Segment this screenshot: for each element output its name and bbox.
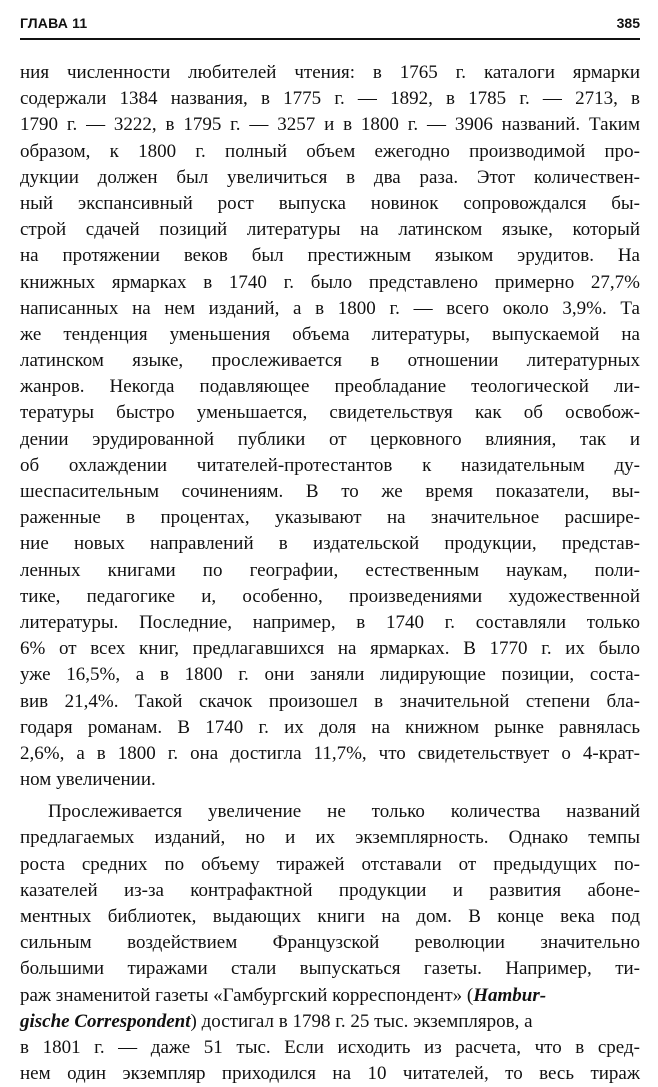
text-line: тике, педагогике и, особенно, произведениями художественной xyxy=(20,585,640,607)
text-line: роста средних по объему тиражей отставали от предыдущих по- xyxy=(20,853,640,875)
text-line: ния численности любителей чтения: в 1765 г. каталоги ярмарки xyxy=(20,62,640,83)
text-line: в 1801 г. — даже 51 тыс. Если исходить из расчета, что в сред- xyxy=(20,1036,640,1058)
text-line: латинском языке, прослеживается в отношении литературных xyxy=(20,350,640,372)
text-segment: ) достигал в 1798 г. 25 тыс. экземпляров, а xyxy=(190,1010,533,1032)
text-line: 2,6%, а в 1800 г. она достигла 11,7%, что свидетельствует о 4-крат- xyxy=(20,742,640,764)
text-line: 1790 г. — 3222, в 1795 г. — 3257 и в 1800 г. — 3906 названий. Таким xyxy=(20,114,640,136)
text-line: на протяжении веков был престижным языком эрудитов. На xyxy=(20,245,640,267)
text-line: написанных на нем изданий, а в 1800 г. — всего около 3,9%. Та xyxy=(20,297,640,319)
italic-title: gische Correspondent xyxy=(20,1010,191,1032)
paragraph-2 xyxy=(20,799,640,1087)
text-line: образом, к 1800 г. полный объем ежегодно производимой про- xyxy=(20,140,640,162)
text-line xyxy=(20,983,640,1009)
text-line xyxy=(20,1009,640,1035)
body-text xyxy=(20,60,640,1087)
text-line: книжных ярмарках в 1740 г. было представлено примерно 27,7% xyxy=(20,271,640,293)
text-line: уже 16,5%, а в 1800 г. они заняли лидирующие позиции, соста- xyxy=(20,664,640,686)
text-line: казателей из-за контрафактной продукции и развития абоне- xyxy=(20,879,640,901)
text-line: вив 21,4%. Такой скачок произошел в значительной степени бла- xyxy=(20,690,640,712)
text-line: дении эрудированной публики от церковного влияния, так и xyxy=(20,428,640,450)
text-line: ленных книгами по географии, естественным наукам, поли- xyxy=(20,559,640,581)
italic-title: Hambur- xyxy=(473,984,547,1006)
text-line: тературы быстро уменьшается, свидетельствуя как об освобож- xyxy=(20,402,640,424)
page-number: 385 xyxy=(616,15,640,31)
text-line-content: Прослеживается увеличение не только количества названий xyxy=(48,801,640,823)
page-header xyxy=(20,8,640,40)
text-line: же тенденция уменьшения объема литературы, выпускаемой на xyxy=(20,323,640,345)
text-line: ном увеличении. xyxy=(20,769,156,791)
text-line: предлагаемых изданий, но и их экземплярность. Однако темпы xyxy=(20,827,640,849)
text-line: ментных библиотек, выдающих книги на дом. В конце века под xyxy=(20,906,640,927)
text-line: большими тиражами стали выпускаться газеты. Например, ти- xyxy=(20,958,640,980)
text-line: об охлаждении читателей-протестантов к назидательным ду- xyxy=(20,454,640,476)
text-line: годаря романам. В 1740 г. их доля на книжном рынке равнялась xyxy=(20,716,640,738)
text-line: ный экспансивный рост выпуска новинок сопровождался бы- xyxy=(20,192,640,214)
chapter-title: ГЛАВА 11 xyxy=(20,15,88,31)
text-line: строй сдачей позиций литературы на латинском языке, который xyxy=(20,219,640,241)
text-line: ние новых направлений в издательской продукции, представ- xyxy=(20,533,640,555)
text-segment: раж знаменитой газеты «Гамбургский корреспондент» ( xyxy=(20,984,474,1006)
text-line: 6% от всех книг, предлагавшихся на ярмарках. В 1770 г. их было xyxy=(20,638,640,660)
paragraph-1 xyxy=(20,60,640,793)
text-line: шеспасительным сочинениям. В то же время показатели, вы- xyxy=(20,481,640,502)
text-line: жанров. Некогда подавляющее преобладание теологической ли- xyxy=(20,376,640,398)
text-line xyxy=(20,799,640,825)
text-line: дукции должен был увеличиться в два раза. Этот количествен- xyxy=(20,166,640,188)
text-line: литературы. Последние, например, в 1740 г. составляли только xyxy=(20,611,640,633)
text-line: сильным воздействием Французской революции значительно xyxy=(20,932,640,954)
text-line: содержали 1384 названия, в 1775 г. — 1892, в 1785 г. — 2713, в xyxy=(20,88,640,110)
text-line: нем один экземпляр приходился на 10 читателей, то весь тираж xyxy=(20,1063,640,1085)
text-line: раженные в процентах, указывают на значительное расшире- xyxy=(20,507,640,529)
